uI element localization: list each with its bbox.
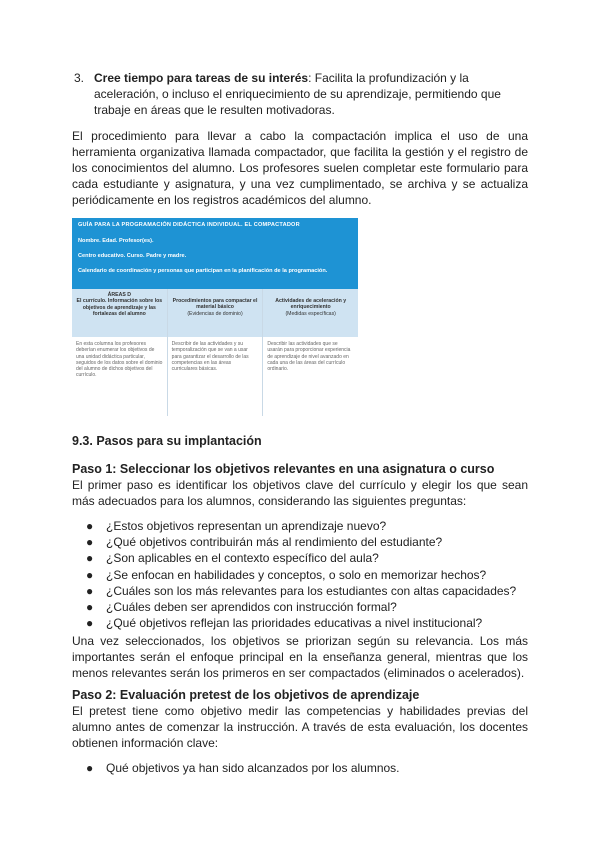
list-item-text: Qué objetivos ya han sido alcanzados por los alumnos. <box>106 761 400 775</box>
list-item <box>86 518 516 534</box>
figure-column-body: Describir de las actividades y su temporalización que se van a usar para garantizar el desarrollo de las competencias en las áreas curriculares básicas. <box>171 341 249 373</box>
bullet-icon: ● <box>86 567 94 582</box>
figure-column-3 <box>262 289 358 416</box>
list-item-text: ¿Qué objetivos contribuirán más al rendimiento del estudiante? <box>106 535 443 550</box>
list-item-text: ¿Estos objetivos representan un aprendizaje nuevo? <box>106 519 387 533</box>
bullet-icon: ● <box>86 535 94 550</box>
list-item-text: ¿Son aplicables en el contexto específico del aula? <box>106 551 379 566</box>
compactador-form-figure <box>72 218 358 416</box>
figure-column-head <box>72 289 167 337</box>
figure-column-head-text: El currículo. Información sobre los objetivos de aprendizaje y las fortalezas del alumno <box>76 298 163 318</box>
figure-column-head-text: Procedimientos para compactar el material básico <box>172 298 258 311</box>
list-item <box>86 583 516 599</box>
bullet-icon: ● <box>86 616 94 631</box>
numbered-item-3 <box>74 70 534 118</box>
figure-line-3: Calendario de coordinación y personas que participan en la planificación de la programación. <box>78 268 328 274</box>
figure-column-2 <box>167 289 263 416</box>
list-item <box>86 599 516 615</box>
step1-closing-paragraph: Una vez seleccionados, los objetivos se priorizan según su relevancia. Los más importantes serán el enfoque principal en la enseñanza general, mientras que los menos relevantes serán los primeros en ser compactados (eliminados o acelerados). <box>72 634 528 680</box>
figure-column-head <box>263 289 358 337</box>
figure-column-head-text: Actividades de aceleración y enriquecimiento <box>275 298 347 311</box>
bullet-icon: ● <box>86 551 94 566</box>
figure-line-2: Centro educativo. Curso. Padre y madre. <box>78 253 187 259</box>
figure-columns <box>72 289 358 416</box>
list-item-text: ¿Qué objetivos reflejan las prioridades educativas a nivel institucional? <box>106 616 483 631</box>
bullet-icon: ● <box>86 519 94 533</box>
section-title: 9.3. Pasos para su implantación <box>72 434 262 448</box>
list-item-text: ¿Cuáles deben ser aprendidos con instrucción formal? <box>106 600 397 615</box>
bullet-icon: ● <box>86 761 94 775</box>
step1-title: Paso 1: Seleccionar los objetivos relevantes en una asignatura o curso <box>72 462 495 476</box>
list-item <box>86 760 400 776</box>
bullet-icon: ● <box>86 583 94 598</box>
list-item <box>86 567 516 583</box>
item-text: : Facilita la profundización y la aceleración, o incluso el enriquecimiento de su aprendizaje, permitiendo que trabaje en áreas que le resulten motivadoras. <box>94 71 501 117</box>
figure-column-head-sub: (Medidas específicas) <box>285 310 336 317</box>
bullet-icon: ● <box>86 600 94 615</box>
list-item <box>86 550 516 566</box>
list-item <box>86 534 516 550</box>
list-item <box>86 615 516 631</box>
figure-column-head <box>168 289 263 337</box>
figure-column-body: En esta columna los profesores deberían enumerar los objetivos de una unidad didáctica particular, seguidos de los datos sobre el dominio del alumno de dichos objetivos del currículo. <box>76 341 163 379</box>
step2-list <box>86 760 400 776</box>
item-bold-lead: Cree tiempo para tareas de su interés <box>94 71 309 85</box>
step1-paragraph: El primer paso es identificar los objetivos clave del currículo y elegir los que sean más adecuados para los alumnos, considerando las siguientes preguntas: <box>72 478 528 508</box>
figure-column-1 <box>72 289 167 416</box>
list-item-text: ¿Cuáles son los más relevantes para los estudiantes con altas capacidades? <box>106 583 517 598</box>
step2-title: Paso 2: Evaluación pretest de los objetivos de aprendizaje <box>72 688 420 702</box>
step1-question-list <box>86 518 516 631</box>
list-item-text: ¿Se enfocan en habilidades y conceptos, o solo en memorizar hechos? <box>106 567 487 582</box>
intro-paragraph: El procedimiento para llevar a cabo la compactación implica el uso de una herramienta organizativa llamada compactador, que facilita la gestión y el registro de los conocimientos del alumno. Los profesores suelen completar este formulario para cada estudiante y asignatura, y una vez cumplimentado, se archiva y se actualiza periódicamente en los registros académicos del alumno. <box>72 129 528 207</box>
figure-column-head-top: ÁREAS D <box>107 292 132 298</box>
figure-header <box>72 218 358 289</box>
item-number: 3. <box>74 71 85 85</box>
step2-paragraph: El pretest tiene como objetivo medir las competencias y habilidades previas del alumno antes de comenzar la instrucción. A través de esta evaluación, los docentes obtienen información clave: <box>72 704 528 750</box>
figure-column-head-sub: (Evidencias de dominio) <box>187 310 243 317</box>
figure-column-body: Describir las actividades que se usarán para proporcionar experiencia de aprendizaje de nivel avanzado en cada una de las áreas del currículo ordinario. <box>267 341 351 373</box>
figure-line-1: Nombre. Edad. Profesor(es). <box>78 238 154 244</box>
figure-title: GUÍA PARA LA PROGRAMACIÓN DIDÁCTICA INDIVIDUAL. EL COMPACTADOR <box>78 222 300 228</box>
